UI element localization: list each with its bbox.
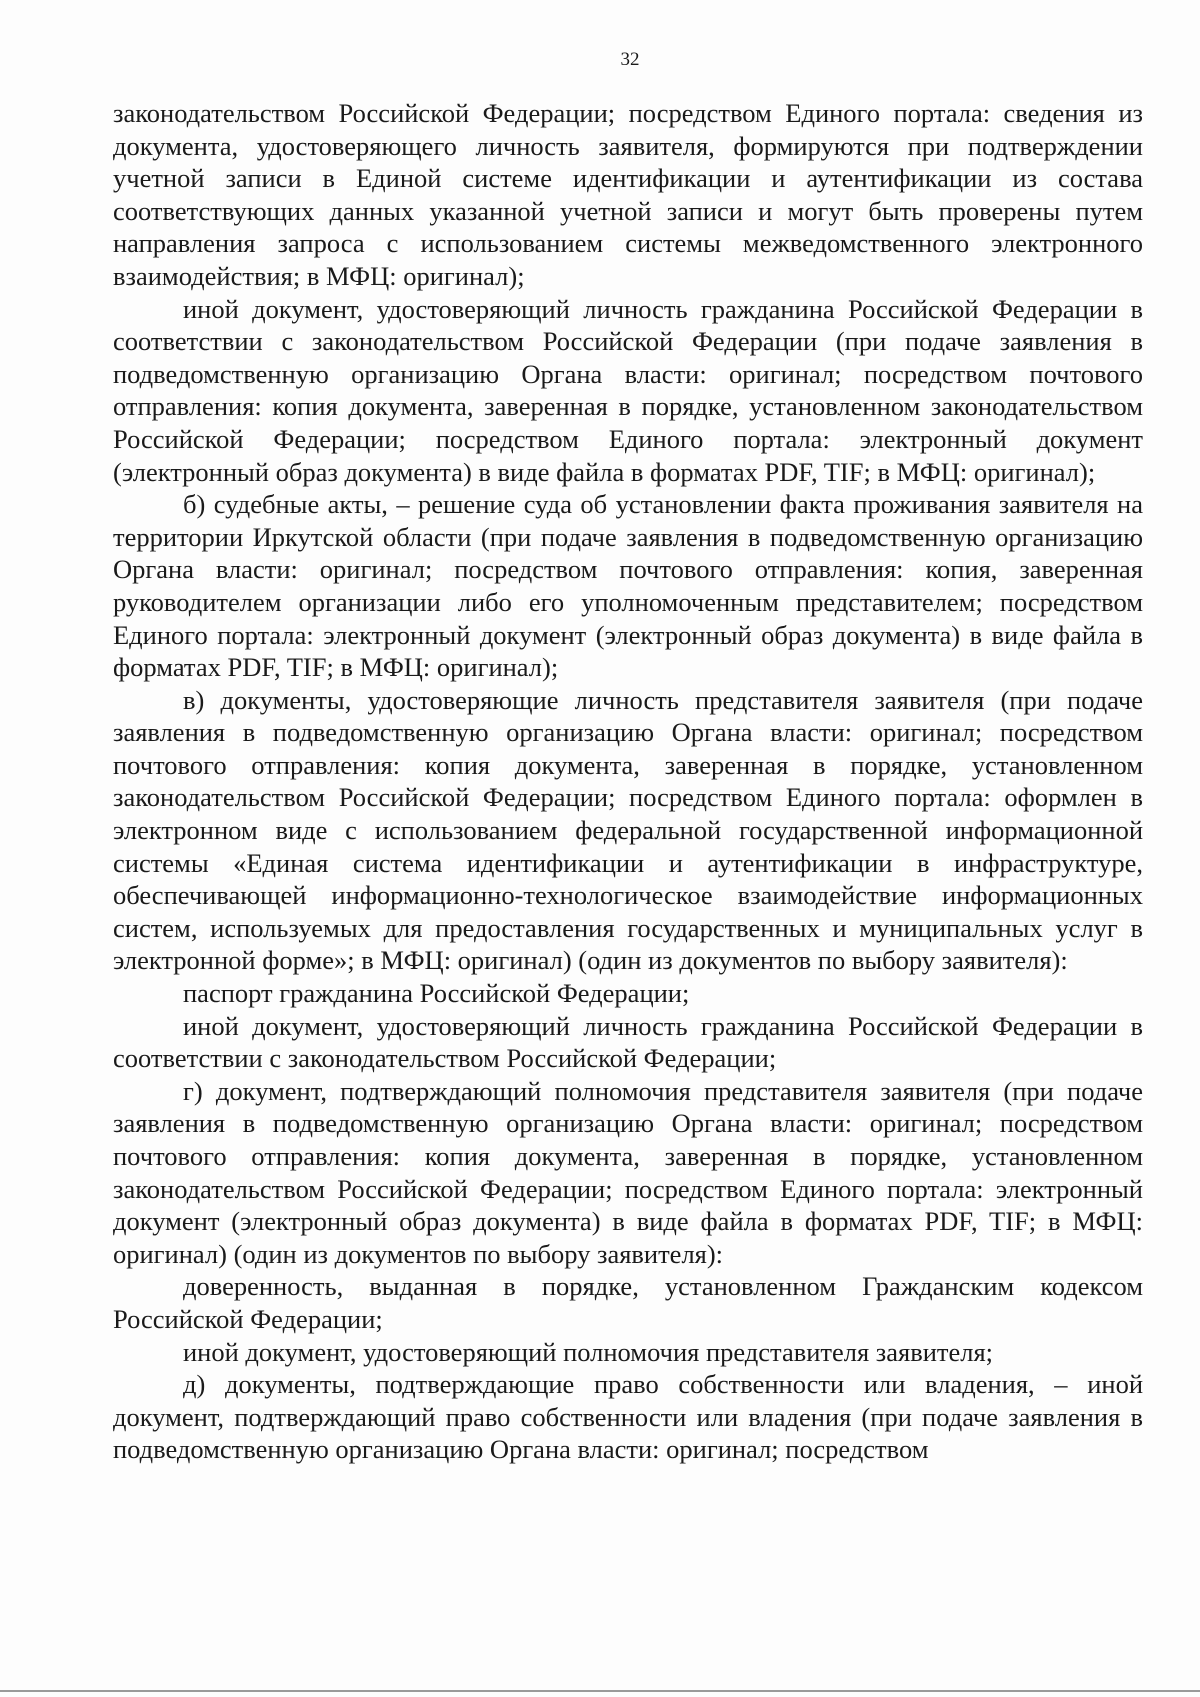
paragraph: иной документ, удостоверяющий личность гражданина Российской Федерации в соответствии с законодательством Российской Федерации; [113,1010,1143,1074]
paragraph: д) документы, подтверждающие право собственности или владения, – иной документ, подтверждающий право собственности или владения (при подаче заявления в подведомственную организацию Органа власти: оригинал; посредством [113,1369,1143,1465]
paragraph: в) документы, удостоверяющие личность представителя заявителя (при подаче заявления в подведомственную организацию Органа власти: оригинал; посредством почтового отправления: копия документа, заверенная в порядке, установленном законодательством Российской Федерации; посредством Единого портала: оформлен в электронном виде с использованием федеральной государственной информационной системы «Единая система идентификации и аутентификации в инфраструктуре, обеспечивающей информационно-технологическое взаимодействие информационных систем, используемых для предоставления государственных и муниципальных услуг в электронной форме»; в МФЦ: оригинал) (один из документов по выбору заявителя): [113,684,1143,976]
paragraph: доверенность, выданная в порядке, установленном Гражданским кодексом Российской Федерации; [113,1271,1143,1334]
page-number: 32 [620,49,640,70]
paragraph: законодательством Российской Федерации; посредством Единого портала: сведения из документа, удостоверяющего личность заявителя, формируются при подтверждении учетной записи в Единой системе идентификации и аутентификации из состава соответствующих данных указанной учетной записи и могут быть проверены путем направления запроса с использованием системы межведомственного электронного взаимодействия; в МФЦ: оригинал); [113,98,1143,291]
paragraph: паспорт гражданина Российской Федерации; [183,978,690,1009]
paragraph: иной документ, удостоверяющий личность гражданина Российской Федерации в соответствии с законодательством Российской Федерации (при подаче заявления в подведомственную организацию Органа власти: оригинал; посредством почтового отправления: копия документа, заверенная в порядке, установленном законодательством Российской Федерации; посредством Единого портала: электронный документ (электронный образ документа) в виде файла в форматах PDF, TIF; в МФЦ: оригинал); [113,293,1143,487]
paragraph: иной документ, удостоверяющий полномочия представителя заявителя; [183,1336,994,1367]
paragraph: г) документ, подтверждающий полномочия представителя заявителя (при подаче заявления в подведомственную организацию Органа власти: оригинал; посредством почтового отправления: копия документа, заверенная в порядке, установленном законодательством Российской Федерации; посредством Единого портала: электронный документ (электронный образ документа) в виде файла в форматах PDF, TIF; в МФЦ: оригинал) (один из документов по выбору заявителя): [113,1075,1143,1269]
paragraph: б) судебные акты, – решение суда об установлении факта проживания заявителя на территории Иркутской области (при подаче заявления в подведомственную организацию Органа власти: оригинал; посредством почтового отправления: копия, заверенная руководителем организации либо его уполномоченным представителем; посредством Единого портала: электронный документ (электронный образ документа) в виде файла в форматах PDF, TIF; в МФЦ: оригинал); [113,489,1143,683]
scan-bottom-edge [0,1690,1200,1692]
document-body [113,97,1143,1466]
